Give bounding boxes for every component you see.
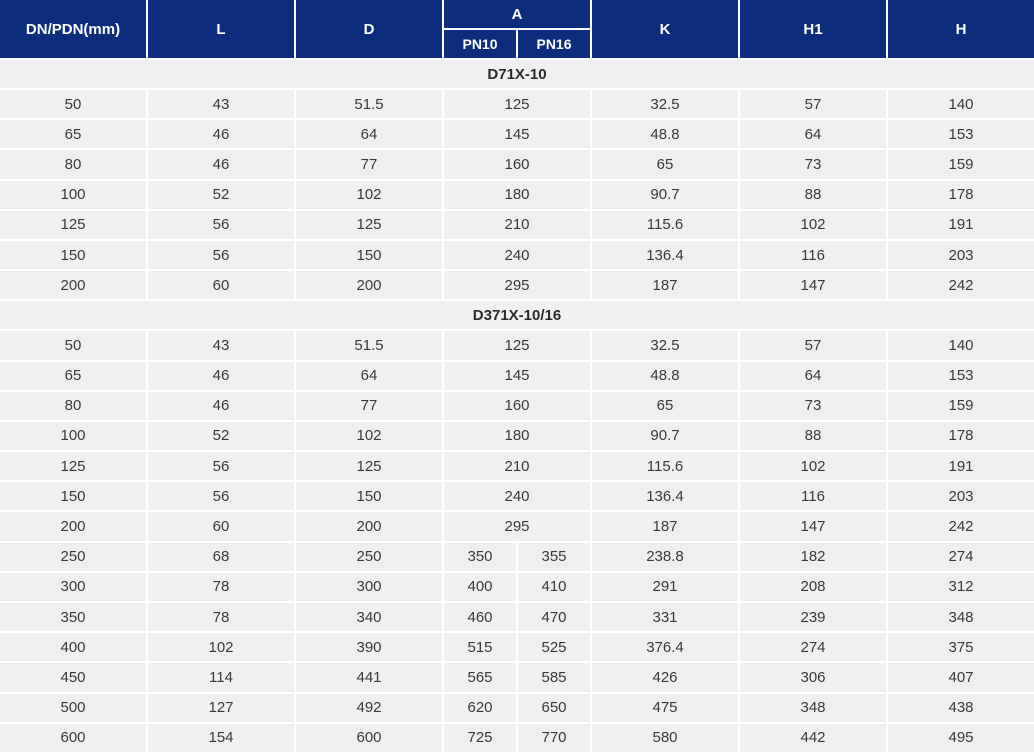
cell-d: 77 [296, 392, 442, 420]
cell-k: 32.5 [592, 331, 738, 359]
header-h: H [888, 0, 1034, 58]
cell-k: 187 [592, 271, 738, 299]
cell-d: 102 [296, 181, 442, 209]
cell-h: 203 [888, 241, 1034, 269]
cell-a-pn16: 650 [518, 694, 590, 722]
cell-l: 46 [148, 150, 294, 178]
cell-dn: 125 [0, 452, 146, 480]
cell-a: 210 [444, 211, 590, 239]
cell-h1: 147 [740, 512, 886, 540]
cell-k: 90.7 [592, 181, 738, 209]
table-row [0, 211, 1034, 239]
table-header-row [0, 0, 1034, 58]
header-k: K [592, 0, 738, 58]
cell-d: 390 [296, 633, 442, 661]
table-row [0, 422, 1034, 450]
table-row [0, 331, 1034, 359]
cell-h: 191 [888, 211, 1034, 239]
cell-l: 52 [148, 422, 294, 450]
table-row [0, 694, 1034, 722]
cell-k: 65 [592, 150, 738, 178]
cell-h1: 57 [740, 331, 886, 359]
cell-a-pn16: 410 [518, 573, 590, 601]
header-a-group [444, 0, 590, 58]
cell-d: 492 [296, 694, 442, 722]
cell-d: 77 [296, 150, 442, 178]
cell-l: 56 [148, 452, 294, 480]
cell-h: 159 [888, 392, 1034, 420]
cell-h: 438 [888, 694, 1034, 722]
table-body [0, 60, 1034, 752]
cell-d: 200 [296, 271, 442, 299]
cell-dn: 50 [0, 90, 146, 118]
header-a-subrow [444, 30, 590, 58]
cell-h: 242 [888, 512, 1034, 540]
cell-dn: 200 [0, 512, 146, 540]
cell-k: 115.6 [592, 211, 738, 239]
cell-a-pn16: 525 [518, 633, 590, 661]
header-pn16: PN16 [518, 30, 590, 58]
cell-h: 495 [888, 724, 1034, 752]
table-row [0, 392, 1034, 420]
cell-k: 136.4 [592, 241, 738, 269]
cell-a: 125 [444, 90, 590, 118]
cell-k: 475 [592, 694, 738, 722]
cell-a-pn16: 470 [518, 603, 590, 631]
cell-h: 348 [888, 603, 1034, 631]
cell-l: 60 [148, 271, 294, 299]
table-row [0, 362, 1034, 390]
cell-k: 187 [592, 512, 738, 540]
header-a: A [444, 0, 590, 28]
header-d: D [296, 0, 442, 58]
cell-l: 60 [148, 512, 294, 540]
cell-dn: 200 [0, 271, 146, 299]
cell-h1: 102 [740, 211, 886, 239]
cell-h1: 208 [740, 573, 886, 601]
cell-h: 375 [888, 633, 1034, 661]
cell-a: 160 [444, 392, 590, 420]
cell-l: 56 [148, 482, 294, 510]
cell-h: 153 [888, 362, 1034, 390]
cell-h: 203 [888, 482, 1034, 510]
table-row [0, 150, 1034, 178]
table-row [0, 543, 1034, 571]
cell-h1: 182 [740, 543, 886, 571]
cell-k: 90.7 [592, 422, 738, 450]
table-row [0, 512, 1034, 540]
cell-dn: 80 [0, 150, 146, 178]
cell-l: 46 [148, 392, 294, 420]
cell-a-pn10: 460 [444, 603, 516, 631]
cell-l: 43 [148, 331, 294, 359]
cell-dn: 250 [0, 543, 146, 571]
cell-a-pn10: 515 [444, 633, 516, 661]
cell-l: 56 [148, 241, 294, 269]
section-title-row [0, 60, 1034, 88]
table-row [0, 573, 1034, 601]
cell-k: 48.8 [592, 120, 738, 148]
cell-d: 250 [296, 543, 442, 571]
cell-d: 64 [296, 362, 442, 390]
cell-h1: 64 [740, 362, 886, 390]
cell-l: 46 [148, 120, 294, 148]
cell-d: 300 [296, 573, 442, 601]
cell-h1: 88 [740, 181, 886, 209]
cell-k: 65 [592, 392, 738, 420]
cell-h1: 64 [740, 120, 886, 148]
table-row [0, 633, 1034, 661]
cell-l: 114 [148, 663, 294, 691]
cell-a-pn16: 585 [518, 663, 590, 691]
cell-dn: 500 [0, 694, 146, 722]
cell-h: 407 [888, 663, 1034, 691]
cell-d: 64 [296, 120, 442, 148]
table-row [0, 724, 1034, 752]
cell-dn: 400 [0, 633, 146, 661]
cell-h1: 88 [740, 422, 886, 450]
section-title-row [0, 301, 1034, 329]
cell-h1: 116 [740, 482, 886, 510]
header-h1: H1 [740, 0, 886, 58]
cell-dn: 65 [0, 362, 146, 390]
cell-k: 238.8 [592, 543, 738, 571]
cell-dn: 150 [0, 482, 146, 510]
cell-h1: 73 [740, 150, 886, 178]
cell-dn: 65 [0, 120, 146, 148]
cell-a: 240 [444, 482, 590, 510]
cell-k: 376.4 [592, 633, 738, 661]
cell-a: 295 [444, 512, 590, 540]
cell-h: 242 [888, 271, 1034, 299]
cell-h: 178 [888, 181, 1034, 209]
table-row [0, 603, 1034, 631]
cell-dn: 600 [0, 724, 146, 752]
cell-h: 153 [888, 120, 1034, 148]
cell-h1: 116 [740, 241, 886, 269]
cell-k: 48.8 [592, 362, 738, 390]
section-title: D71X-10 [487, 65, 547, 83]
cell-dn: 350 [0, 603, 146, 631]
cell-l: 78 [148, 573, 294, 601]
table-row [0, 271, 1034, 299]
cell-h: 178 [888, 422, 1034, 450]
cell-dn: 100 [0, 422, 146, 450]
table-row [0, 181, 1034, 209]
cell-k: 426 [592, 663, 738, 691]
cell-h1: 239 [740, 603, 886, 631]
cell-l: 154 [148, 724, 294, 752]
cell-a-pn10: 725 [444, 724, 516, 752]
table-row [0, 241, 1034, 269]
cell-a-pn10: 565 [444, 663, 516, 691]
cell-h1: 348 [740, 694, 886, 722]
cell-d: 150 [296, 241, 442, 269]
cell-a: 210 [444, 452, 590, 480]
cell-h1: 306 [740, 663, 886, 691]
table-row [0, 482, 1034, 510]
header-l: L [148, 0, 294, 58]
cell-l: 56 [148, 211, 294, 239]
cell-a: 145 [444, 362, 590, 390]
cell-h: 159 [888, 150, 1034, 178]
cell-h: 191 [888, 452, 1034, 480]
cell-h1: 274 [740, 633, 886, 661]
table-row [0, 452, 1034, 480]
cell-l: 52 [148, 181, 294, 209]
cell-l: 127 [148, 694, 294, 722]
table-row [0, 120, 1034, 148]
header-pn10: PN10 [444, 30, 516, 58]
cell-k: 32.5 [592, 90, 738, 118]
cell-dn: 80 [0, 392, 146, 420]
cell-h: 312 [888, 573, 1034, 601]
cell-a: 160 [444, 150, 590, 178]
cell-a-pn16: 770 [518, 724, 590, 752]
header-dn-pdn: DN/PDN(mm) [0, 0, 146, 58]
cell-d: 340 [296, 603, 442, 631]
cell-a: 145 [444, 120, 590, 148]
cell-k: 136.4 [592, 482, 738, 510]
cell-dn: 50 [0, 331, 146, 359]
cell-k: 291 [592, 573, 738, 601]
cell-l: 46 [148, 362, 294, 390]
cell-h1: 102 [740, 452, 886, 480]
cell-d: 51.5 [296, 90, 442, 118]
cell-l: 68 [148, 543, 294, 571]
cell-a: 295 [444, 271, 590, 299]
cell-d: 200 [296, 512, 442, 540]
cell-h1: 57 [740, 90, 886, 118]
cell-k: 331 [592, 603, 738, 631]
cell-a: 180 [444, 181, 590, 209]
cell-k: 115.6 [592, 452, 738, 480]
cell-l: 78 [148, 603, 294, 631]
cell-d: 102 [296, 422, 442, 450]
table-row [0, 90, 1034, 118]
cell-d: 51.5 [296, 331, 442, 359]
section-title: D371X-10/16 [472, 306, 562, 324]
cell-h1: 147 [740, 271, 886, 299]
cell-dn: 150 [0, 241, 146, 269]
cell-d: 600 [296, 724, 442, 752]
cell-dn: 125 [0, 211, 146, 239]
cell-l: 43 [148, 90, 294, 118]
cell-h: 140 [888, 331, 1034, 359]
cell-h1: 442 [740, 724, 886, 752]
cell-d: 125 [296, 452, 442, 480]
cell-k: 580 [592, 724, 738, 752]
cell-a-pn16: 355 [518, 543, 590, 571]
cell-a-pn10: 620 [444, 694, 516, 722]
cell-l: 102 [148, 633, 294, 661]
cell-h: 274 [888, 543, 1034, 571]
cell-dn: 100 [0, 181, 146, 209]
cell-h: 140 [888, 90, 1034, 118]
cell-a: 125 [444, 331, 590, 359]
table-row [0, 663, 1034, 691]
cell-a-pn10: 350 [444, 543, 516, 571]
cell-dn: 300 [0, 573, 146, 601]
cell-h1: 73 [740, 392, 886, 420]
cell-a: 180 [444, 422, 590, 450]
cell-d: 150 [296, 482, 442, 510]
cell-d: 125 [296, 211, 442, 239]
cell-a: 240 [444, 241, 590, 269]
cell-dn: 450 [0, 663, 146, 691]
cell-a-pn10: 400 [444, 573, 516, 601]
cell-d: 441 [296, 663, 442, 691]
